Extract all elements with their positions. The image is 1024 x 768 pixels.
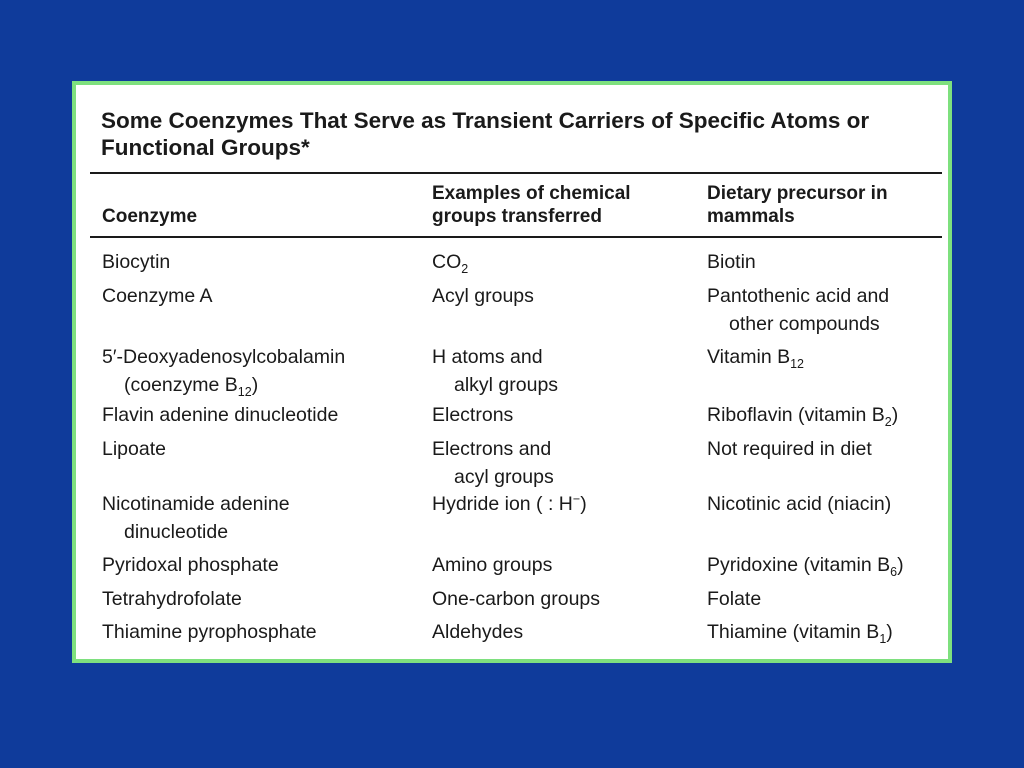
cell-line: Coenzyme A [102,285,213,307]
cell-groups [432,401,513,429]
cell-line: H atoms and [432,346,543,368]
cell-groups [432,490,587,520]
cell-line: Amino groups [432,554,553,576]
cell-line: Flavin adenine dinucleotide [102,404,339,426]
cell-line: Electrons [432,404,514,426]
cell-coenzyme [102,490,290,546]
cell-line: Biotin [707,251,756,273]
cell-coenzyme [102,343,345,401]
cell-groups [432,248,468,278]
cell-line: Pyridoxine (vitamin $B_6$) [707,554,904,579]
table-card [72,81,952,663]
cell-line: Tetrahydrofolate [102,588,242,610]
header-groups-line1: Examples of chemical [432,183,631,204]
header-precursor-line2: mammals [707,206,795,227]
cell-line: Pyridoxal phosphate [102,554,279,576]
cell-coenzyme [102,282,213,310]
cell-line: alkyl groups [454,374,559,396]
header-precursor [707,182,947,228]
cell-line: Pantothenic acid and [707,285,890,307]
cell-line: Folate [707,588,762,610]
cell-line: Electrons and [432,438,552,460]
cell-line: Nicotinic acid (niacin) [707,493,892,515]
cell-line: Thiamine pyrophosphate [102,621,317,643]
cell-precursor [707,343,804,373]
cell-line: acyl groups [454,466,554,488]
header-groups [432,182,692,228]
table-title: Some Coenzymes That Serve as Transient Carriers of Specific Atoms or Functional Groups* [101,108,870,160]
cell-precursor [707,618,893,648]
cell-groups [432,282,534,310]
cell-line: Riboflavin (vitamin $B_2$) [707,404,899,429]
cell-coenzyme [102,618,317,646]
cell-line: Nicotinamide adenine [102,493,290,515]
cell-coenzyme [102,551,279,579]
top-rule [90,172,942,174]
cell-precursor [707,248,756,276]
cell-precursor [707,435,872,463]
cell-line: Hydride ion ( : H−) [432,492,587,515]
cell-line: Acyl groups [432,285,534,307]
cell-line: $CO_2$ [432,251,469,276]
cell-line: 5′-Deoxyadenosylcobalamin [102,346,346,368]
cell-groups [432,435,554,491]
cell-line: One-carbon groups [432,588,601,610]
header-coenzyme: Coenzyme [102,206,198,227]
cell-precursor [707,551,904,581]
cell-groups [432,551,552,579]
cell-line: Aldehydes [432,621,524,643]
cell-precursor [707,490,891,518]
cell-line: Not required in diet [707,438,872,460]
cell-coenzyme [102,248,170,276]
cell-groups [432,343,558,399]
cell-coenzyme [102,585,242,613]
cell-line: Lipoate [102,438,166,460]
header-rule [90,236,942,238]
cell-coenzyme [102,435,166,463]
cell-precursor [707,282,889,338]
cell-line: dinucleotide [124,521,229,543]
cell-line: (coenzyme $B_{12}$) [124,374,259,399]
cell-line: Thiamine (vitamin $B_1$) [707,621,893,646]
cell-line: other compounds [729,313,880,335]
cell-coenzyme [102,401,338,429]
cell-precursor [707,585,761,613]
cell-line: Biocytin [102,251,171,273]
cell-line: Vitamin $B_{12}$ [707,346,805,371]
cell-precursor [707,401,898,431]
header-groups-line2: groups transferred [432,206,602,227]
cell-groups [432,618,523,646]
header-precursor-line1: Dietary precursor in [707,183,888,204]
cell-groups [432,585,600,613]
